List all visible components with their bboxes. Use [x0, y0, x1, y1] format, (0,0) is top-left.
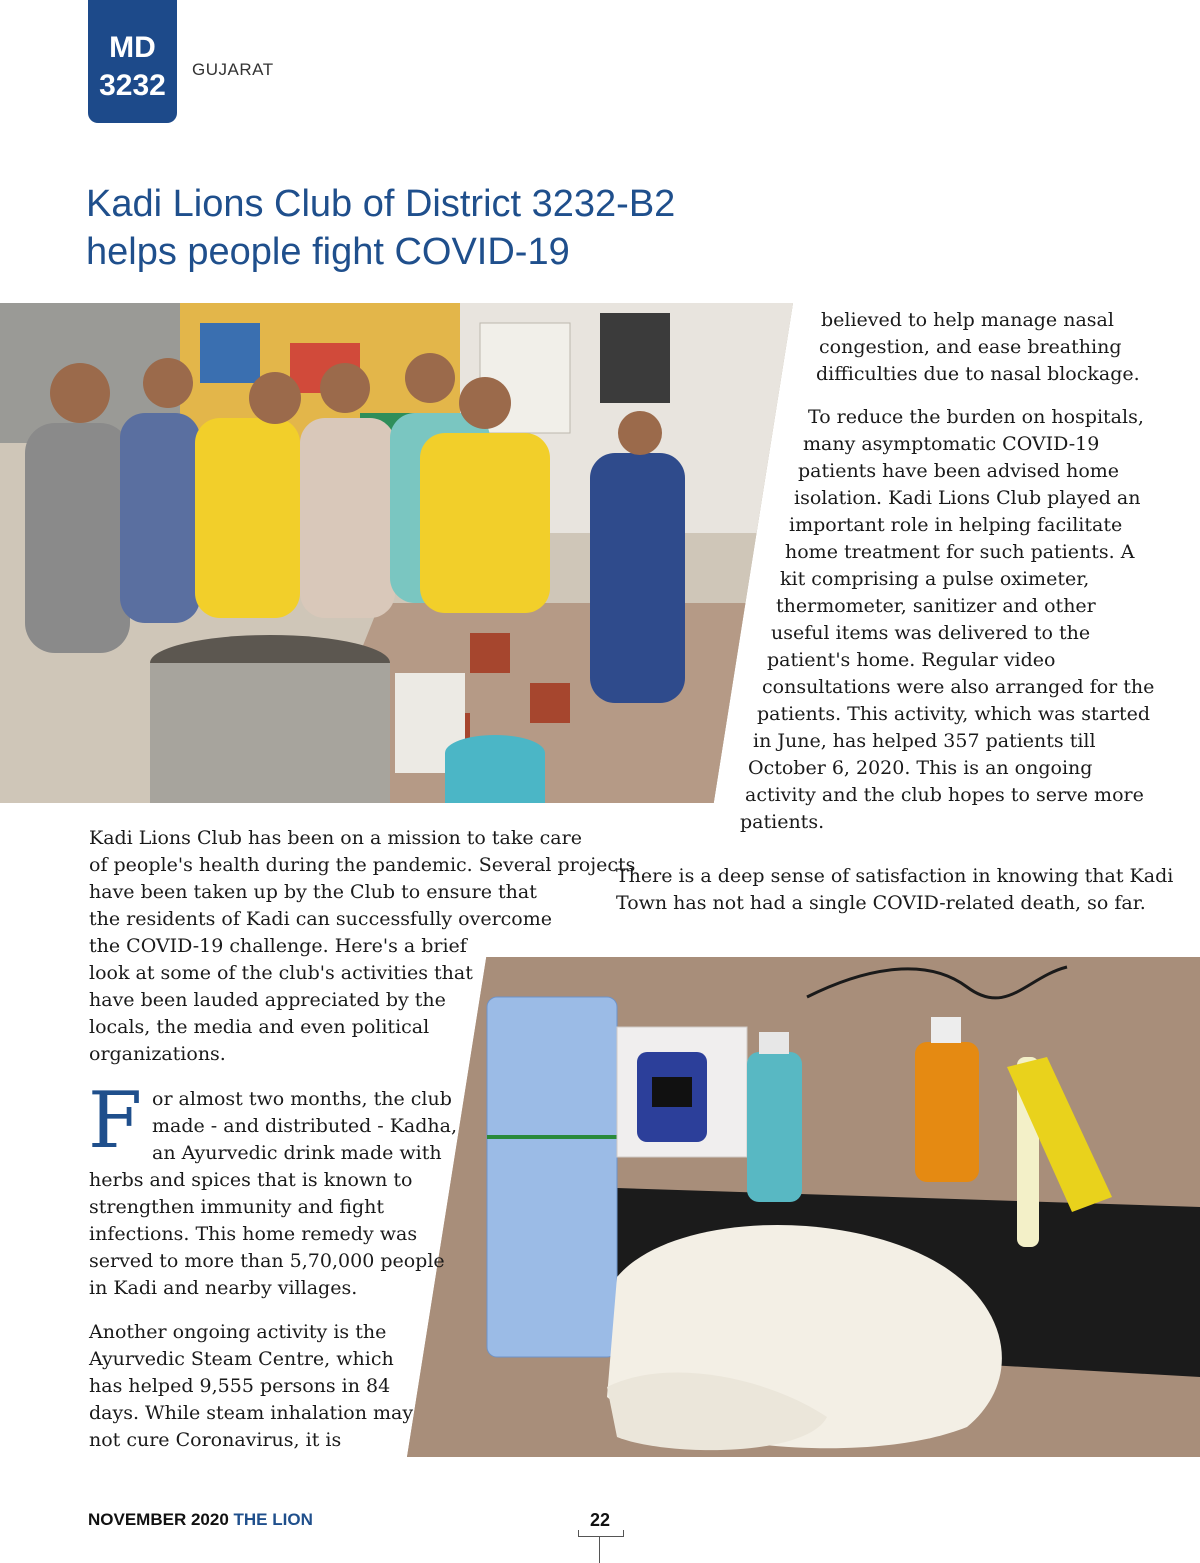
paragraph-home-isolation — [740, 404, 1154, 836]
volunteers-kadha-photo — [0, 303, 793, 803]
text-line: many asymptomatic COVID-19 — [803, 433, 1100, 455]
text-line: an Ayurvedic drink made with — [152, 1142, 442, 1164]
text-line: Another ongoing activity is the — [89, 1321, 387, 1343]
text-line: To reduce the burden on hospitals, — [808, 406, 1144, 428]
text-line: Town has not had a single COVID-related death, so far. — [616, 892, 1146, 914]
text-line: made - and distributed - Kadha, — [152, 1115, 458, 1137]
text-line: consultations were also arranged for the — [762, 676, 1155, 698]
text-line: activity and the club hopes to serve more — [745, 784, 1144, 806]
text-line: useful items was delivered to the — [771, 622, 1091, 644]
text-line: the COVID-19 challenge. Here's a brief — [89, 935, 467, 957]
page-number: 22 — [589, 1510, 611, 1530]
text-line: organizations. — [89, 1043, 226, 1065]
text-line: has helped 9,555 persons in 84 — [89, 1375, 391, 1397]
region-label: GUJARAT — [192, 60, 274, 79]
text-line: patients. This activity, which was started — [757, 703, 1151, 725]
footer-date: NOVEMBER 2020 — [88, 1510, 229, 1529]
text-line: have been lauded appreciated by the — [89, 989, 446, 1011]
footer-issue — [88, 1510, 313, 1530]
text-line: patients. — [740, 811, 825, 833]
text-line: difficulties due to nasal blockage. — [816, 363, 1140, 385]
page-number-bracket — [578, 1530, 624, 1537]
footer-magazine: THE LION — [233, 1510, 313, 1529]
page-number-stem — [599, 1536, 600, 1563]
text-line: congestion, and ease breathing — [819, 336, 1122, 358]
text-line: Ayurvedic Steam Centre, which — [89, 1348, 394, 1370]
text-line: look at some of the club's activities that — [89, 962, 473, 984]
paragraph-steam-continued — [815, 307, 1140, 388]
drop-cap: F — [88, 1076, 143, 1166]
paragraph-steam-centre — [89, 1319, 413, 1454]
headline-line: Kadi Lions Club of District 3232-B2 — [86, 183, 676, 225]
text-line: served to more than 5,70,000 people — [89, 1250, 445, 1272]
text-line: Kadi Lions Club has been on a mission to take care — [89, 827, 582, 849]
article-headline — [86, 180, 726, 276]
text-line: patient's home. Regular video — [767, 649, 1056, 671]
text-line: in Kadi and nearby villages. — [89, 1277, 358, 1299]
text-line: kit comprising a pulse oximeter, — [780, 568, 1090, 590]
text-line: October 6, 2020. This is an ongoing — [748, 757, 1093, 779]
headline-line: helps people fight COVID-19 — [86, 231, 570, 273]
text-line: not cure Coronavirus, it is — [89, 1429, 342, 1451]
text-line: There is a deep sense of satisfaction in knowing that Kadi — [616, 865, 1174, 887]
text-line: isolation. Kadi Lions Club played an — [794, 487, 1141, 509]
volunteers-kadha-illustration — [0, 303, 793, 803]
text-line: herbs and spices that is known to — [89, 1169, 413, 1191]
text-line: believed to help manage nasal — [821, 309, 1114, 331]
text-line: the residents of Kadi can successfully overcome — [89, 908, 552, 930]
text-line: or almost two months, the club — [152, 1088, 452, 1110]
paragraph-intro — [89, 825, 635, 1068]
paragraph-kadha — [89, 1086, 457, 1302]
district-tab — [88, 0, 177, 123]
text-line: days. While steam inhalation may — [89, 1402, 414, 1424]
text-line: of people's health during the pandemic. Several projects — [89, 854, 636, 876]
text-line: strengthen immunity and fight — [89, 1196, 385, 1218]
text-line: locals, the media and even political — [89, 1016, 430, 1038]
text-line: infections. This home remedy was — [89, 1223, 418, 1245]
text-line: important role in helping facilitate — [789, 514, 1123, 536]
text-line: have been taken up by the Club to ensure that — [89, 881, 537, 903]
text-line: home treatment for such patients. A — [785, 541, 1135, 563]
text-line: in June, has helped 357 patients till — [753, 730, 1096, 752]
text-line: patients have been advised home — [798, 460, 1120, 482]
text-line: thermometer, sanitizer and other — [776, 595, 1096, 617]
district-tab-line2: 3232 — [99, 69, 166, 102]
district-tab-line1: MD — [109, 31, 156, 64]
paragraph-no-deaths — [616, 863, 1173, 917]
